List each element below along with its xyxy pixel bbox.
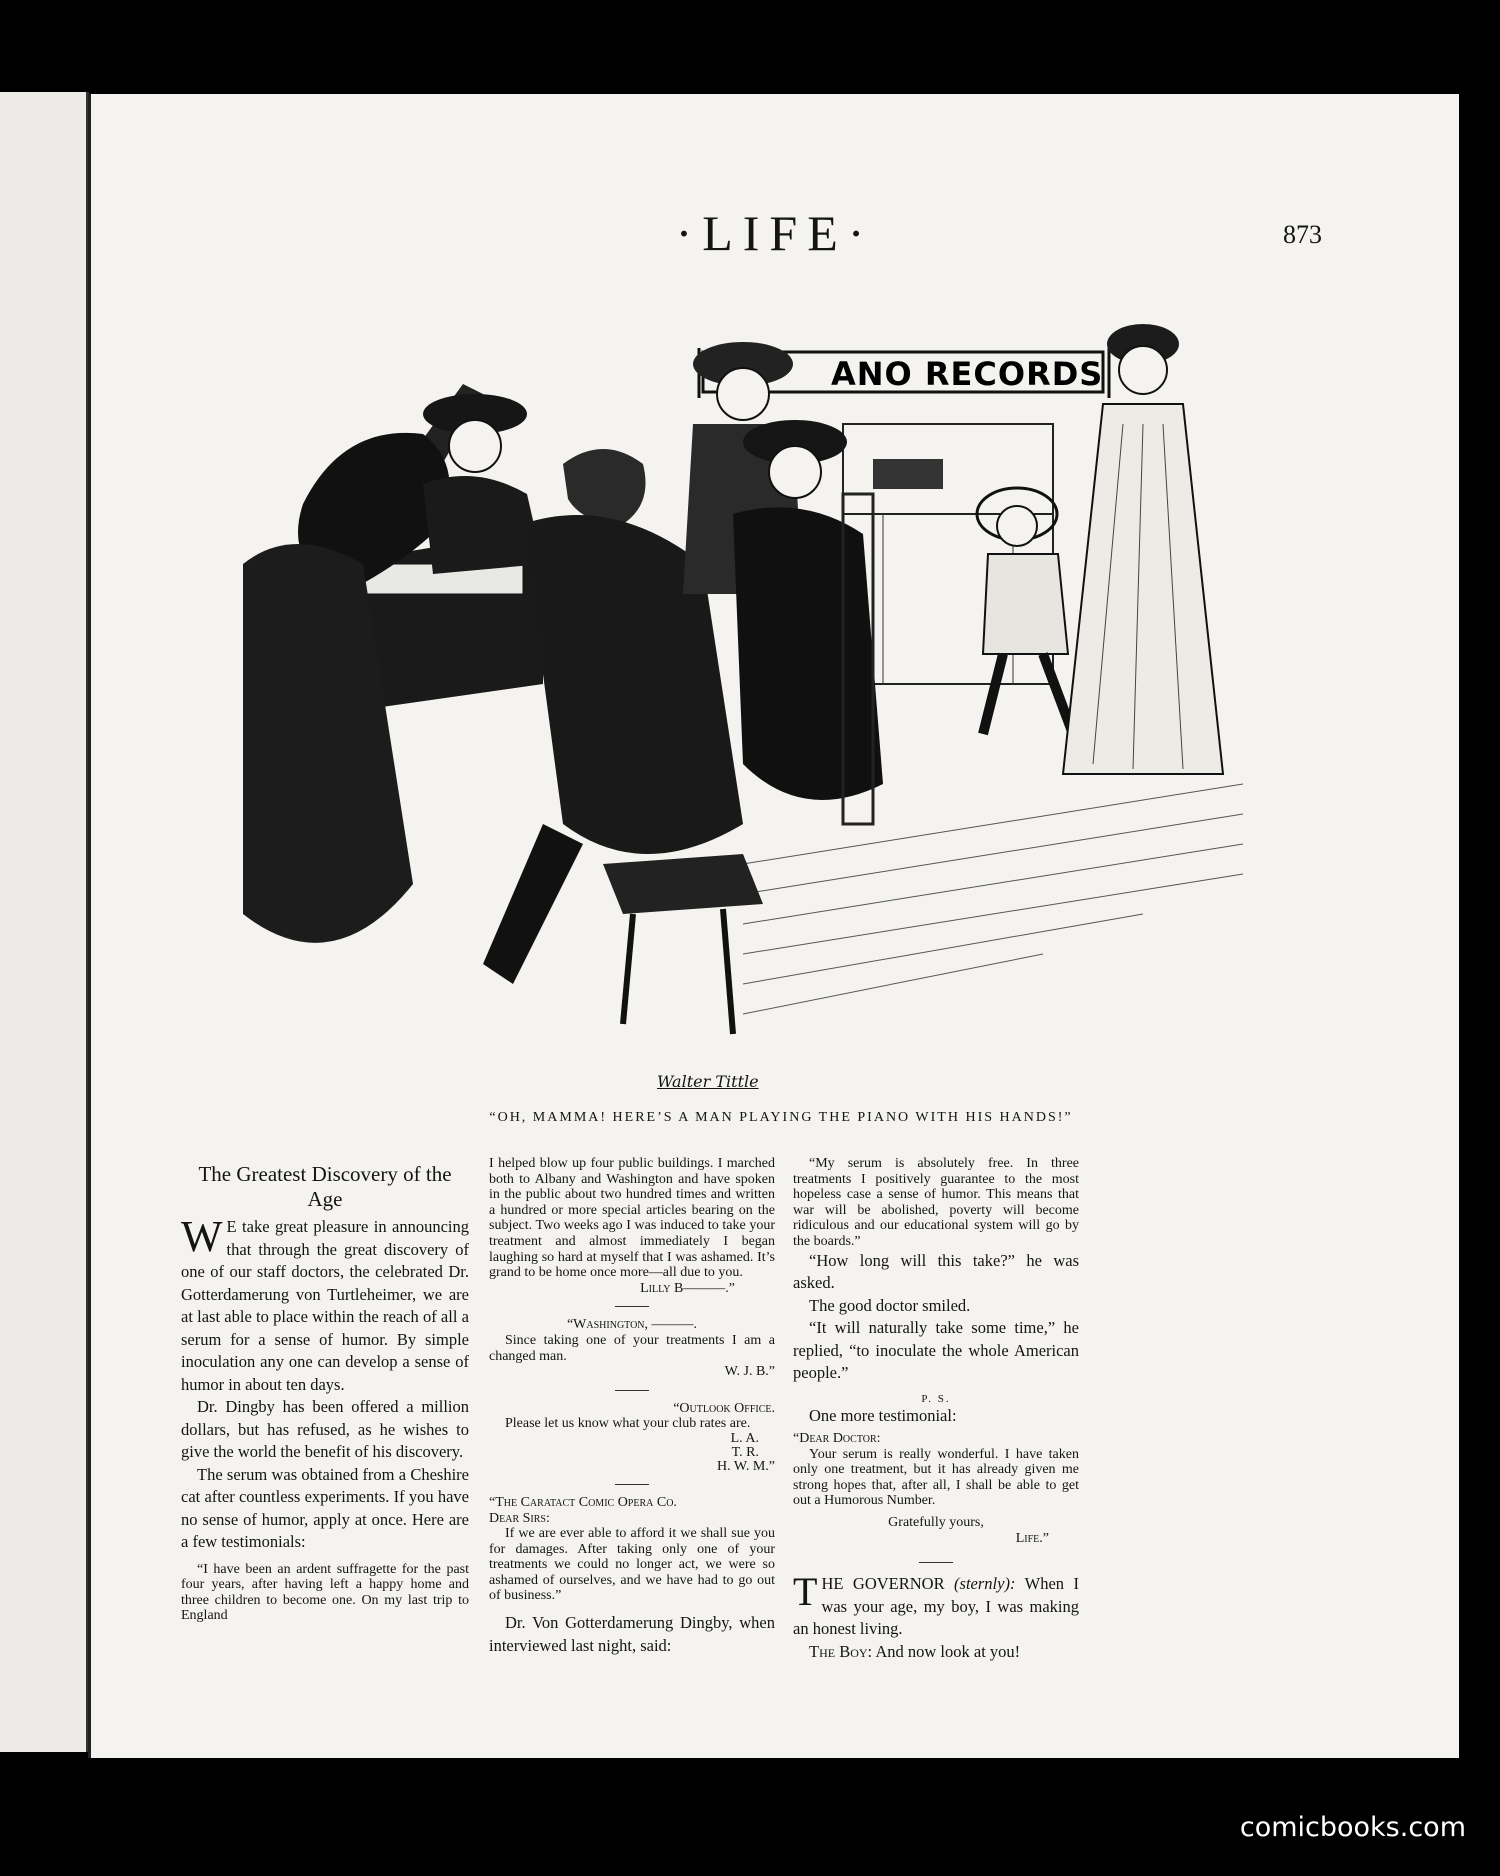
player-head bbox=[563, 449, 646, 524]
cartoon-caption: “OH, MAMMA! HERE’S A MAN PLAYING THE PIANO WITH HIS HANDS!” bbox=[489, 1110, 1073, 1125]
cabinet-panel bbox=[873, 459, 943, 489]
lady-face-center bbox=[449, 420, 501, 472]
testimonial-5-body: Your serum is really wonderful. I have taken only one treatment, but it has already given me strong hopes that, after all, I shall be able to get out a Humorous Number. bbox=[793, 1446, 1079, 1509]
article-paragraph-4: Dr. Von Gotterdamerung Dingby, when interviewed last night, said: bbox=[489, 1613, 775, 1655]
article-paragraph-7: “It will naturally take some time,” he replied, “to inoculate the whole American people.” bbox=[793, 1318, 1079, 1383]
testimonial-2-body: Since taking one of your treatments I am a changed man. bbox=[489, 1332, 775, 1364]
magazine-page bbox=[88, 94, 1459, 1758]
testimonial-4-salutation: Dear Sirs: bbox=[489, 1510, 550, 1526]
article-paragraph-6: The good doctor smiled. bbox=[809, 1295, 971, 1315]
piano-stool bbox=[603, 854, 763, 914]
drop-cap-t: T bbox=[793, 1573, 818, 1615]
testimonial-2-signature: W. J. B.” bbox=[724, 1364, 775, 1380]
floor-hatching bbox=[743, 784, 1243, 1014]
testimonial-3-body: Please let us know what your club rates are. bbox=[505, 1416, 751, 1432]
article-column-3 bbox=[793, 1156, 1079, 1663]
testimonial-4-body: If we are ever able to afford it we shall sue you for damages. After taking only one of your treatments we could no longer act, we were so ashamed of ourselves, and we have had to go out of business.” bbox=[489, 1526, 775, 1604]
article-paragraph-1: W E take great pleasure in announcing that through the great discovery of one of our staff doctors, the celebrated Dr. Gotterdamerung von Turtleheimer, we are at last able to place within the reach of all a serum for a sense of humor. By simple inoculation any one can develop a sense of humor in about ten days. bbox=[181, 1216, 469, 1394]
testimonial-5-signature: Life.” bbox=[1015, 1530, 1049, 1546]
cartoon-drawing bbox=[183, 264, 1381, 1104]
testimonial-1-continued: I helped blow up four public buildings. I marched both to Albany and Washington and have spoken in the public about two hundred times and written a hundred or more special articles bearing on the subject. Two weeks ago I was induced to take your treatment and almost immediately I began laughing so hard at myself that I was ashamed. It’s grand to be home once more—all due to you. bbox=[489, 1156, 775, 1281]
article-title: The Greatest Discovery of the Age bbox=[198, 1162, 452, 1211]
article-column-2 bbox=[489, 1156, 775, 1657]
article-paragraph-2: Dr. Dingby has been offered a million dollars, but has refused, as he wishes to give the world the benefit of his discovery. bbox=[181, 1397, 469, 1461]
doctor-quote: “My serum is absolutely free. In three treatments I positively guarantee to the most hopeless case a sense of humor. This means that war will be abolished, poverty will become ridiculous and our educational system will go by the boards.” bbox=[793, 1156, 1079, 1249]
masthead-title: ·LIFE· bbox=[675, 205, 875, 261]
testimonial-5-header: “Dear Doctor: bbox=[793, 1431, 881, 1447]
record-sign-text: ANO RECORDS bbox=[831, 355, 1104, 393]
child-outfit bbox=[983, 554, 1068, 654]
mother-face bbox=[1119, 346, 1167, 394]
divider bbox=[615, 1306, 649, 1307]
player-leg bbox=[483, 824, 583, 984]
testimonial-1-signature: Lilly B———.” bbox=[640, 1280, 735, 1296]
divider bbox=[615, 1390, 649, 1391]
page-number: 873 bbox=[1283, 220, 1322, 249]
divider bbox=[919, 1562, 953, 1563]
testimonial-5-closing: Gratefully yours, bbox=[888, 1515, 984, 1531]
testimonial-1: “I have been an ardent suffragette for the past four years, after having left a happy home and three children to become one. On my last trip to England bbox=[181, 1561, 469, 1624]
testimonial-2-header: “Washington, ———. bbox=[566, 1317, 698, 1333]
divider bbox=[615, 1484, 649, 1485]
article-column-1 bbox=[181, 1156, 469, 1624]
seated-woman-dress bbox=[733, 507, 883, 800]
testimonial-4-header: “The Caratact Comic Opera Co. bbox=[489, 1494, 677, 1510]
cartoon-illustration bbox=[183, 264, 1381, 1104]
site-watermark: comicbooks.com bbox=[1234, 1812, 1472, 1843]
left-page-edge bbox=[0, 92, 89, 1752]
article-paragraph-3: The serum was obtained from a Cheshire cat after countless experiments. If you have no sense of humor, apply at once. Here are a few testimonials: bbox=[181, 1464, 469, 1551]
testimonial-3-initials: L. A. T. R. H. W. M.” bbox=[717, 1430, 775, 1474]
article-paragraph-5: “How long will this take?” he was asked. bbox=[793, 1250, 1079, 1293]
mother-dress bbox=[1063, 404, 1223, 774]
drop-cap-w: W bbox=[181, 1216, 223, 1261]
article-paragraph-8: One more testimonial: bbox=[809, 1405, 957, 1425]
artist-signature: Walter Tittle bbox=[657, 1072, 759, 1091]
postscript-label: P. S. bbox=[921, 1392, 951, 1405]
testimonial-3-header: “Outlook Office. bbox=[673, 1400, 775, 1416]
joke-paragraph-2: The Boy: And now look at you! bbox=[809, 1641, 1021, 1661]
joke-paragraph-1: THE GOVERNOR (sternly): When I was your age, my boy, I was making an honest living. bbox=[793, 1573, 1079, 1639]
